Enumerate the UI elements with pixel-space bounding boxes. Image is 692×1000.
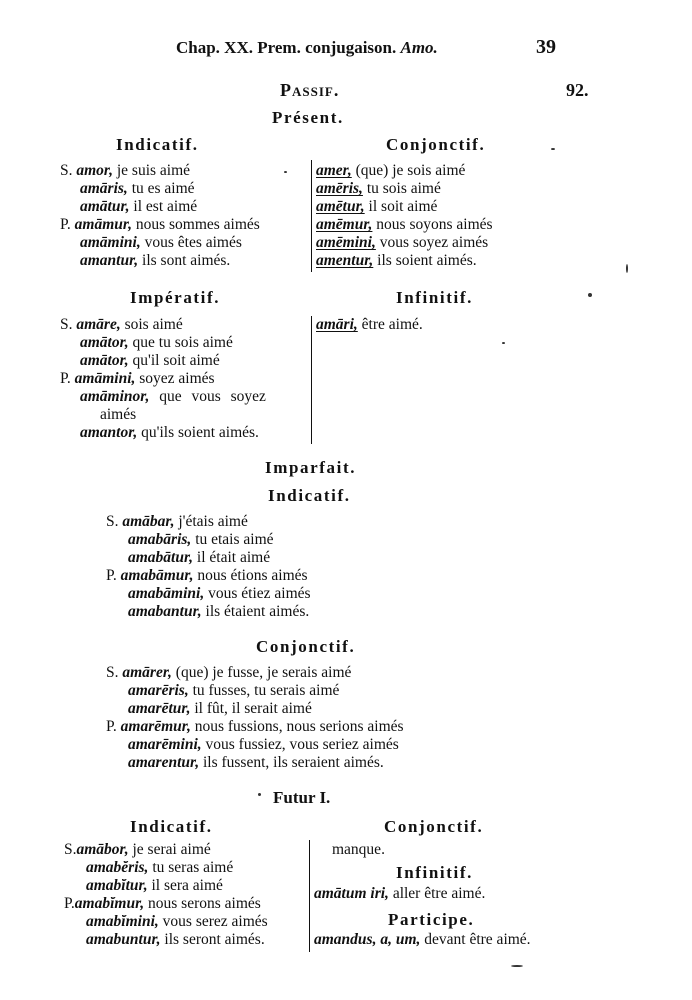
present-conjonctif-row — [316, 234, 488, 252]
number-marker: P. — [106, 718, 117, 735]
french-gloss: vous soyez aimés — [379, 234, 489, 251]
latin-form: amātor, — [80, 352, 129, 369]
imparfait-conjonctif-row — [128, 700, 312, 718]
latin-form: amātor, — [80, 334, 129, 351]
latin-form: amāminor, — [80, 388, 150, 405]
imperatif-row — [60, 370, 215, 388]
running-head — [176, 38, 438, 58]
latin-form: amabĭmur, — [74, 895, 145, 912]
french-gloss: que tu sois aimé — [132, 334, 233, 351]
latin-form: amātur, — [80, 198, 130, 215]
imparfait-conjonctif-row — [128, 682, 339, 700]
french-gloss: tu fusses, tu serais aimé — [192, 682, 340, 699]
french-gloss: vous étiez aimés — [208, 585, 311, 602]
futur-indicatif-row — [86, 931, 265, 949]
latin-form: amantur, — [80, 252, 139, 269]
number-marker: S. — [106, 664, 119, 681]
futur-conjonctif-text: manque. — [332, 841, 385, 858]
scan-speck — [284, 171, 287, 173]
latin-form: amer, — [316, 162, 352, 179]
french-gloss: ils étaient aimés. — [205, 603, 310, 620]
imparfait-indicatif-row — [128, 531, 274, 549]
futur-indicatif-row — [64, 841, 211, 859]
imperatif-title: Impératif. — [130, 288, 221, 307]
latin-form: amabĕris, — [86, 859, 149, 876]
french-gloss: nous fussions, nous serions aimés — [194, 718, 404, 735]
imperatif-row-continuation — [100, 406, 136, 424]
latin-form: amabāmur, — [120, 567, 194, 584]
french-gloss: tu etais aimé — [195, 531, 274, 548]
futur-conjonctif-title: Conjonctif. — [384, 817, 484, 836]
french-gloss: être aimé. — [361, 316, 423, 333]
imparfait-indicatif-row — [128, 603, 309, 621]
column-divider — [311, 160, 312, 272]
present-indicatif-row — [80, 234, 242, 252]
section-number: 92. — [566, 80, 589, 100]
french-gloss: il fût, il serait aimé — [194, 700, 312, 717]
latin-form: amāre, — [76, 316, 121, 333]
french-gloss: soyez aimés — [139, 370, 215, 387]
latin-form: amabĭmini, — [86, 913, 159, 930]
imparfait-conjonctif-row — [128, 736, 399, 754]
running-header — [0, 38, 692, 62]
imparfait-title: Imparfait. — [265, 458, 357, 477]
futur-indicatif-row — [86, 877, 223, 895]
present-indicatif-title: Indicatif. — [116, 135, 199, 154]
french-gloss: ils sont aimés. — [142, 252, 231, 269]
french-gloss: il est aimé — [133, 198, 198, 215]
futur-indicatif-title: Indicatif. — [130, 817, 213, 836]
latin-form: amabāris, — [128, 531, 192, 548]
scan-speck — [258, 793, 261, 796]
number-marker: S. — [60, 316, 73, 333]
present-indicatif-row — [60, 162, 190, 180]
imparfait-indicatif-title: Indicatif. — [268, 486, 351, 505]
french-gloss: ils soient aimés. — [377, 252, 477, 269]
imparfait-conjonctif-row — [106, 664, 351, 682]
present-title: Présent. — [272, 108, 344, 127]
latin-form: amarētur, — [128, 700, 191, 717]
latin-form: amābar, — [122, 513, 175, 530]
french-gloss: que vous soyez — [159, 388, 266, 405]
scan-speck — [511, 965, 523, 967]
latin-form: amāmini, — [74, 370, 136, 387]
participe-row — [314, 931, 531, 949]
french-gloss: nous serons aimés — [148, 895, 261, 912]
imparfait-indicatif-row — [128, 585, 311, 603]
french-gloss: qu'il soit aimé — [132, 352, 220, 369]
french-gloss: je serai aimé — [132, 841, 211, 858]
infinitif-present-title: Infinitif. — [396, 288, 473, 307]
french-gloss: nous sommes aimés — [135, 216, 260, 233]
imperatif-row — [80, 352, 220, 370]
futur-indicatif-row — [86, 859, 233, 877]
page-number: 39 — [536, 36, 556, 58]
latin-form: amabĭtur, — [86, 877, 148, 894]
french-gloss: aimés — [100, 406, 137, 423]
imperatif-row — [80, 424, 259, 442]
present-conjonctif-row — [316, 198, 437, 216]
latin-form: amāris, — [80, 180, 128, 197]
french-gloss: ils fussent, ils seraient aimés. — [202, 754, 384, 771]
latin-form: amabātur, — [128, 549, 194, 566]
latin-form: amabāmini, — [128, 585, 205, 602]
imperatif-row — [80, 388, 266, 406]
scan-speck — [551, 148, 555, 150]
latin-form: amārer, — [122, 664, 172, 681]
number-marker: P. — [64, 895, 75, 912]
imparfait-indicatif-row — [106, 513, 248, 531]
latin-form: amāri, — [316, 316, 358, 333]
headword: Amo. — [400, 38, 438, 57]
latin-form: amabantur, — [128, 603, 202, 620]
column-divider — [311, 316, 312, 444]
french-gloss: je suis aimé — [116, 162, 191, 179]
imparfait-indicatif-row — [128, 549, 270, 567]
chapter-label: Chap. XX. — [176, 38, 253, 57]
french-gloss: tu seras aimé — [152, 859, 234, 876]
latin-form: amarēmur, — [120, 718, 191, 735]
present-indicatif-row — [80, 180, 195, 198]
latin-form: amarēris, — [128, 682, 189, 699]
imparfait-conjonctif-title: Conjonctif. — [256, 637, 356, 656]
latin-form: amāmini, — [80, 234, 141, 251]
number-marker: P. — [106, 567, 117, 584]
present-conjonctif-row — [316, 180, 441, 198]
present-conjonctif-title: Conjonctif. — [386, 135, 486, 154]
french-gloss: vous serez aimés — [162, 913, 268, 930]
futur-infinitif-title: Infinitif. — [396, 863, 473, 882]
french-gloss: j'étais aimé — [178, 513, 248, 530]
latin-form: amentur, — [316, 252, 374, 269]
latin-form: amātum iri, — [314, 885, 389, 902]
imparfait-conjonctif-row — [128, 754, 384, 772]
french-gloss: (que) je sois aimé — [355, 162, 466, 179]
latin-form: amabuntur, — [86, 931, 161, 948]
french-gloss: il était aimé — [196, 549, 271, 566]
french-gloss: nous étions aimés — [197, 567, 308, 584]
scan-speck — [502, 342, 505, 344]
french-gloss: tu es aimé — [131, 180, 195, 197]
present-indicatif-row — [80, 198, 197, 216]
french-gloss: aller être aimé. — [392, 885, 486, 902]
imperatif-row — [80, 334, 233, 352]
imperatif-row — [60, 316, 183, 334]
latin-form: amantor, — [80, 424, 138, 441]
scan-speck — [588, 293, 592, 297]
french-gloss: vous fussiez, vous seriez aimés — [205, 736, 399, 753]
conjugation-title: Prem. conjugaison. — [257, 38, 397, 57]
french-gloss: tu sois aimé — [366, 180, 441, 197]
latin-form: amētur, — [316, 198, 365, 215]
present-indicatif-row — [80, 252, 230, 270]
number-marker: P. — [60, 216, 71, 233]
present-conjonctif-row — [316, 162, 465, 180]
french-gloss: (que) je fusse, je serais aimé — [175, 664, 352, 681]
french-gloss: devant être aimé. — [424, 931, 531, 948]
column-divider — [309, 840, 310, 952]
latin-form: amor, — [76, 162, 113, 179]
french-gloss: qu'ils soient aimés. — [141, 424, 259, 441]
french-gloss: sois aimé — [124, 316, 183, 333]
present-conjonctif-row — [316, 216, 493, 234]
number-marker: S. — [64, 841, 77, 858]
french-gloss: nous soyons aimés — [376, 216, 493, 233]
latin-form: amandus, a, um, — [314, 931, 421, 948]
imparfait-conjonctif-row — [106, 718, 404, 736]
futur-indicatif-row — [86, 913, 268, 931]
infinitif-present-row — [316, 316, 423, 334]
number-marker: P. — [60, 370, 71, 387]
french-gloss: ils seront aimés. — [164, 931, 265, 948]
latin-form: amarēmini, — [128, 736, 202, 753]
french-gloss: il sera aimé — [151, 877, 223, 894]
french-gloss: il soit aimé — [368, 198, 438, 215]
voice-title: Passif. — [280, 80, 340, 100]
futur-infinitif-row — [314, 885, 485, 903]
latin-form: amāmur, — [74, 216, 132, 233]
latin-form: amābor, — [76, 841, 129, 858]
present-conjonctif-row — [316, 252, 477, 270]
futur-title: Futur I. — [273, 788, 331, 807]
latin-form: amēmini, — [316, 234, 376, 251]
number-marker: S. — [60, 162, 73, 179]
futur-indicatif-row — [64, 895, 261, 913]
participe-title: Participe. — [388, 910, 475, 929]
latin-form: amēris, — [316, 180, 363, 197]
imparfait-indicatif-row — [106, 567, 308, 585]
french-gloss: vous êtes aimés — [144, 234, 242, 251]
latin-form: amarentur, — [128, 754, 200, 771]
present-indicatif-row — [60, 216, 260, 234]
latin-form: amēmur, — [316, 216, 373, 233]
number-marker: S. — [106, 513, 119, 530]
scan-speck — [626, 264, 628, 273]
